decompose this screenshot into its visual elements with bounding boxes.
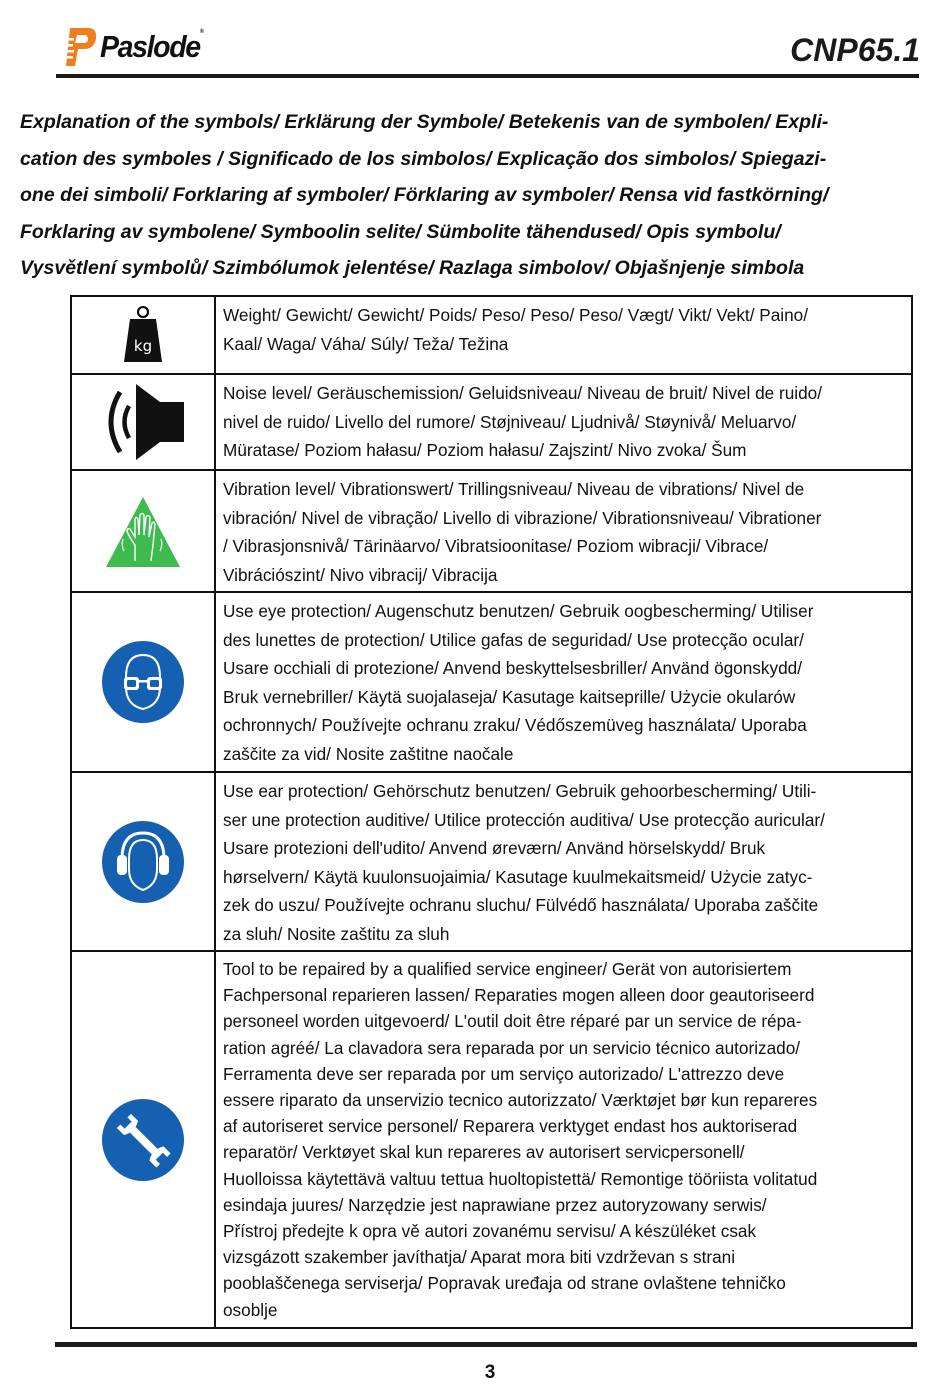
table-row-eye-protection bbox=[71, 592, 912, 772]
description-line: des lunettes de protection/ Utilice gafas de seguridad/ Use protecção ocular/ bbox=[223, 629, 804, 650]
description-line: Vibration level/ Vibrationswert/ Trillingsniveau/ Niveau de vibrations/ Nivel de bbox=[223, 479, 805, 499]
brand-text: Paslode bbox=[100, 29, 200, 64]
description-line: Bruk vernebriller/ Käytä suojalaseja/ Kasutage kaitseprille/ Użycie okularów bbox=[223, 686, 796, 707]
symbol-description bbox=[215, 470, 912, 592]
table-row-weight bbox=[71, 296, 912, 374]
description-line: personeel worden uitgevoerd/ L'outil doit être réparé par un service de répa- bbox=[223, 1011, 802, 1032]
heading-line: Explanation of the symbols/ Erklärung der Symbole/ Betekenis van de symbolen/ Expli- bbox=[20, 111, 829, 133]
ear-protection-icon bbox=[72, 821, 214, 903]
registered-mark: ® bbox=[199, 29, 203, 35]
description-line: Müratase/ Poziom hałasu/ Poziom hałasu/ Zajszint/ Nivo zvoka/ Šum bbox=[223, 440, 747, 460]
description-line: Vibrációszint/ Nivo vibracij/ Vibracija bbox=[223, 564, 498, 585]
description-line: ochronnych/ Používejte ochranu zraku/ Védőszemüveg használata/ Uporaba bbox=[223, 715, 807, 735]
description-line: pooblaščenega serviserja/ Popravak uređaja od strane ovlaštene tehničko bbox=[223, 1273, 786, 1294]
description-line: zaščite za vid/ Nosite zaštitne naočale bbox=[223, 743, 514, 764]
symbol-description bbox=[215, 772, 912, 951]
symbol-description bbox=[215, 592, 912, 772]
table-row-noise bbox=[71, 374, 912, 470]
description-line: Use ear protection/ Gehörschutz benutzen/ Gebruik gehoorbescherming/ Utili- bbox=[223, 781, 817, 801]
symbols-table bbox=[70, 295, 913, 1329]
vibration-hand-icon bbox=[72, 495, 214, 567]
description-line: vibración/ Nivel de vibração/ Livello di vibrazione/ Vibrationsniveau/ Vibrationer bbox=[223, 507, 822, 528]
description-line: Usare occhiali di protezione/ Anvend beskyttelsesbriller/ Använd ögonskydd/ bbox=[223, 658, 802, 678]
description-line: reparatör/ Verktøyet skal kun repareres av autorisert servicpersonell/ bbox=[223, 1142, 745, 1163]
paslode-logo bbox=[62, 26, 211, 68]
brand-name bbox=[100, 29, 202, 65]
icon-cell bbox=[71, 470, 215, 592]
description-line: Kaal/ Waga/ Váha/ Súly/ Teža/ Težina bbox=[223, 333, 509, 354]
heading-line: one dei simboli/ Forklaring af symboler/ Förklaring av symboler/ Rensa vid fastkörning/ bbox=[20, 184, 829, 206]
model-number: CNP65.1 bbox=[790, 32, 920, 68]
description-line: Weight/ Gewicht/ Gewicht/ Poids/ Peso/ Peso/ Peso/ Vægt/ Vikt/ Vekt/ Paino/ bbox=[223, 305, 808, 325]
icon-cell bbox=[71, 592, 215, 772]
page-number: 3 bbox=[484, 1362, 496, 1383]
icon-cell bbox=[71, 772, 215, 951]
svg-text:kg: kg bbox=[133, 337, 153, 355]
icon-cell bbox=[71, 374, 215, 470]
description-line: / Vibrasjonsnivå/ Tärinäarvo/ Vibratsioonitase/ Poziom wibracji/ Vibrace/ bbox=[223, 536, 769, 556]
weight-kg-icon bbox=[72, 306, 214, 364]
description-line: Fachpersonal reparieren lassen/ Reparaties mogen alleen door geautoriseerd bbox=[223, 985, 815, 1006]
description-line: vizsgázott szakember javíthatja/ Aparat mora biti vzdrževan s strani bbox=[223, 1247, 736, 1268]
table-row-ear-protection bbox=[71, 772, 912, 951]
footer-divider bbox=[55, 1342, 917, 1347]
description-line: esindaja juures/ Narzędzie jest naprawiane przez autoryzowany serwis/ bbox=[223, 1194, 767, 1215]
description-line: Tool to be repaired by a qualified service engineer/ Gerät von autorisiertem bbox=[223, 959, 792, 979]
table-row-service bbox=[71, 951, 912, 1328]
description-line: nivel de ruido/ Livello del rumore/ Støjniveau/ Ljudnivå/ Støynivå/ Meluarvo/ bbox=[223, 411, 797, 432]
description-line: osoblje bbox=[223, 1299, 278, 1320]
description-line: Use eye protection/ Augenschutz benutzen/ Gebruik oogbescherming/ Utiliser bbox=[223, 601, 814, 621]
symbols-heading bbox=[20, 104, 935, 287]
description-line: af autoriseret service personel/ Reparera verktyget endast hos auktoriserad bbox=[223, 1116, 798, 1137]
description-line: Ferramenta deve ser reparada por um serviço autorizado/ L'attrezzo deve bbox=[223, 1063, 785, 1084]
description-line: ration agréé/ La clavadora sera reparada por un servicio técnico autorizado/ bbox=[223, 1037, 801, 1058]
description-line: Usare protezioni dell'udito/ Anvend øreværn/ Använd hörselskydd/ Bruk bbox=[223, 838, 766, 858]
description-line: ser une protection auditive/ Utilice protección auditiva/ Use protecção auricular/ bbox=[223, 809, 825, 830]
icon-cell bbox=[71, 296, 215, 374]
heading-line: Forklaring av symbolene/ Symboolin selite/ Sümbolite tähendused/ Opis symbolu/ bbox=[20, 220, 781, 243]
description-line: essere riparato da unservizio tecnico autorizzato/ Værktøjet bør kun repareres bbox=[223, 1090, 818, 1111]
symbol-description bbox=[215, 374, 912, 470]
description-line: zek do uszu/ Používejte ochranu sluchu/ Fülvédő használata/ Uporaba zaščite bbox=[223, 895, 819, 915]
header-divider bbox=[56, 74, 919, 78]
description-line: hørselvern/ Käytä kuulonsuojaimia/ Kasutage kuulmekaitsmeid/ Użycie zatyc- bbox=[223, 866, 813, 887]
symbol-description bbox=[215, 296, 912, 374]
icon-cell bbox=[71, 951, 215, 1328]
table-row-vibration bbox=[71, 470, 912, 592]
description-line: za sluh/ Nosite zaštitu za sluh bbox=[223, 923, 450, 944]
paslode-p-mark-icon bbox=[62, 26, 98, 68]
symbol-description bbox=[215, 951, 912, 1328]
description-line: Huolloissa käytettävä valtuu tettua huoltopistettä/ Remontige tööriista volitatud bbox=[223, 1168, 818, 1189]
noise-speaker-icon bbox=[72, 384, 214, 460]
heading-line: cation des symboles / Significado de los simbolos/ Explicação dos simbolos/ Spiegazi- bbox=[20, 147, 827, 170]
eye-protection-icon bbox=[72, 641, 214, 723]
description-line: Noise level/ Geräuschemission/ Geluidsniveau/ Niveau de bruit/ Nivel de ruido/ bbox=[223, 383, 822, 403]
wrench-service-icon bbox=[72, 1099, 214, 1181]
description-line: Přístroj předejte k opra vě autori zovanému servisu/ A készüléket csak bbox=[223, 1221, 757, 1242]
heading-line: Vysvětlení symbolů/ Szimbólumok jelentése/ Razlaga simbolov/ Objašnjenje simbola bbox=[20, 257, 805, 279]
